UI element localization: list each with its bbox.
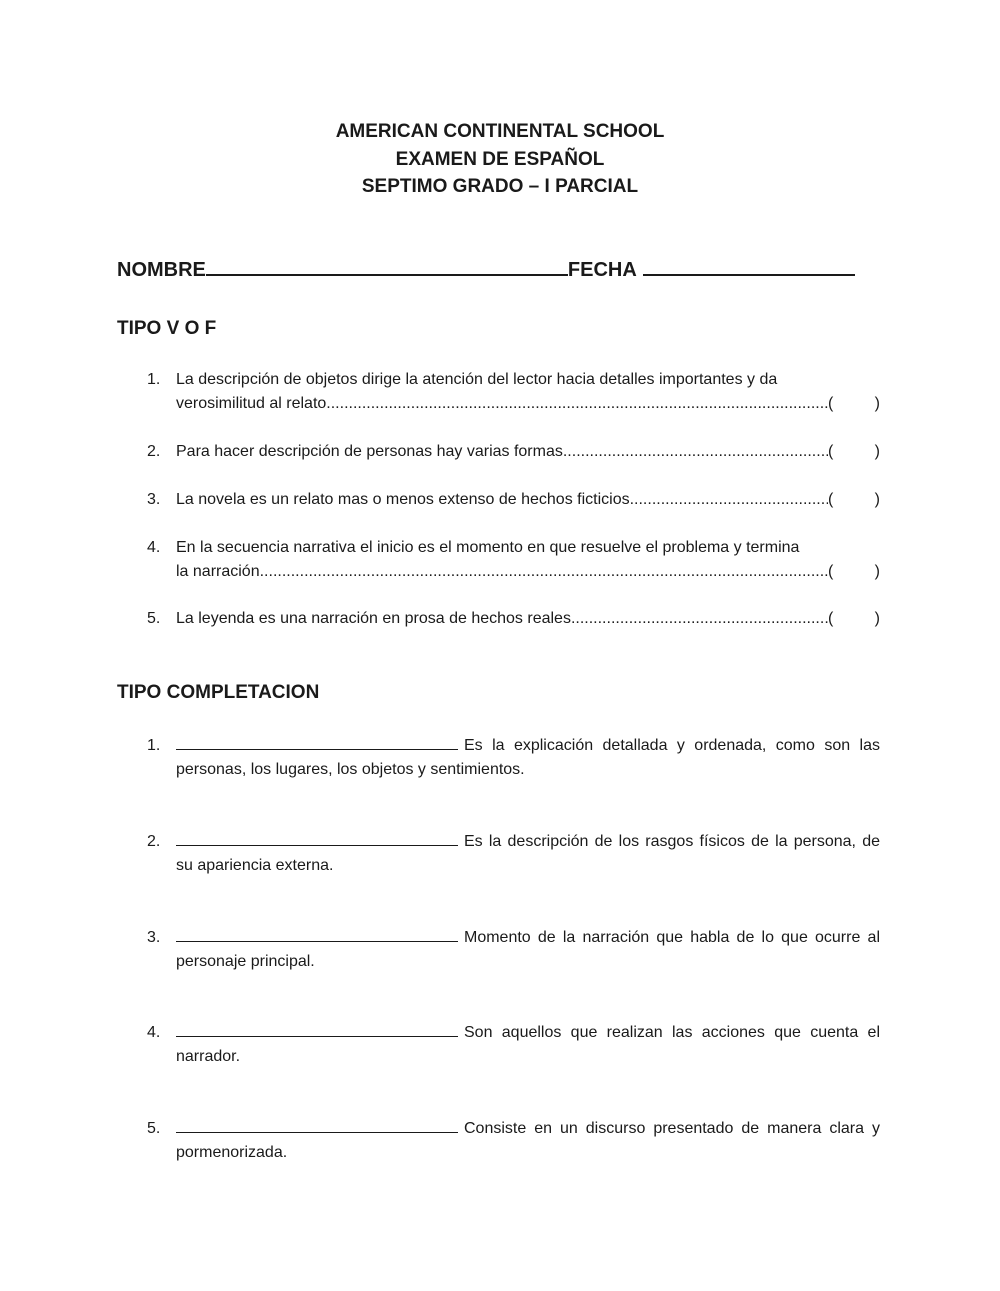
true-false-section-title: TIPO V O F [117,318,217,339]
item-number: 2. [147,443,161,460]
completion-section-title: TIPO COMPLETACION [117,682,320,703]
completion-item [147,830,880,878]
tf-item [147,536,880,584]
item-number: 1. [147,371,161,388]
completion-item [147,734,880,782]
tf-item [147,607,880,631]
answer-blank[interactable] [176,1021,458,1037]
item-text: La leyenda es una narración en prosa de hechos reales [176,610,571,627]
answer-blank[interactable] [176,734,458,750]
item-number: 4. [147,1024,161,1041]
answer-box[interactable]: ( ) [828,443,880,460]
item-text: Para hacer descripción de personas hay varias formas [176,443,563,460]
completion-item [147,1117,880,1165]
school-name: AMERICAN CONTINENTAL SCHOOL [335,121,665,142]
item-text: Momento de la narración que habla de lo que ocurre al personaje principal. [176,929,880,970]
answer-box[interactable]: ( ) [828,610,880,627]
item-text: La descripción de objetos dirige la atención del lector hacia detalles importantes y da [176,371,778,388]
exam-title: EXAMEN DE ESPAÑOL [395,148,605,170]
exam-grade: SEPTIMO GRADO – I PARCIAL [361,176,639,197]
exam-header [0,118,1000,201]
dot-leader [326,392,828,416]
item-text: Son aquellos que realizan las acciones que cuenta el narrador. [176,1024,880,1065]
answer-blank[interactable] [176,1117,458,1133]
item-text: la narración [176,563,260,580]
date-label: FECHA [567,259,637,281]
name-label: NOMBRE [117,259,206,281]
item-text: verosimilitud al relato [176,395,327,412]
item-number: 3. [147,929,161,946]
item-text: Consiste en un discurso presentado de manera clara y pormenorizada. [176,1120,880,1161]
answer-box[interactable]: ( ) [828,563,880,580]
item-text: Es la explicación detallada y ordenada, como son las personas, los lugares, los objetos y sentimientos. [176,737,880,778]
answer-blank[interactable] [176,830,458,846]
tf-item [147,488,880,512]
student-info-row [117,256,855,282]
dot-leader [571,607,828,631]
dot-leader [563,440,828,464]
answer-box[interactable]: ( ) [828,491,880,508]
tf-item [147,440,880,464]
name-blank[interactable] [206,256,568,276]
item-number: 1. [147,737,161,754]
date-blank[interactable] [643,256,855,276]
answer-box[interactable]: ( ) [828,395,880,412]
completion-item [147,926,880,974]
answer-blank[interactable] [176,926,458,942]
item-number: 5. [147,610,161,627]
tf-item [147,368,880,416]
item-text: Es la descripción de los rasgos físicos de la persona, de su apariencia externa. [176,833,880,874]
item-number: 2. [147,833,161,850]
completion-item [147,1021,880,1069]
item-text: En la secuencia narrativa el inicio es el momento en que resuelve el problema y termina [176,539,800,556]
item-number: 3. [147,491,161,508]
item-text: La novela es un relato mas o menos extenso de hechos ficticios [176,491,630,508]
item-number: 5. [147,1120,161,1137]
dot-leader [630,488,828,512]
dot-leader [260,560,828,584]
item-number: 4. [147,539,161,556]
